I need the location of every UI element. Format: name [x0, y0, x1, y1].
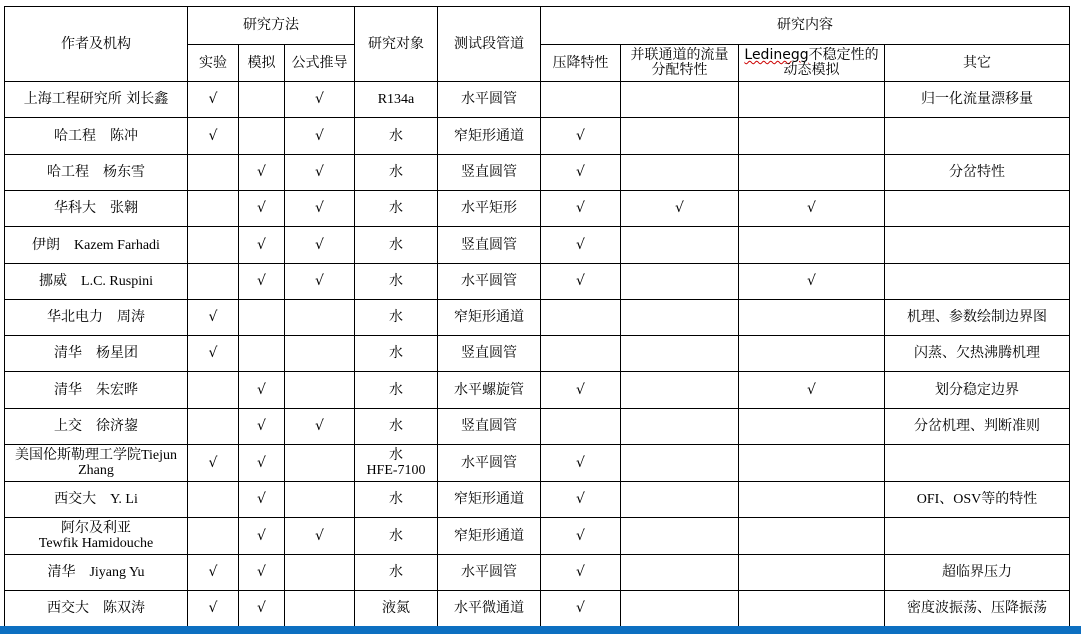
author-cell-line: Zhang	[78, 463, 114, 478]
formula-cell	[285, 591, 355, 627]
ledinegg-cell	[739, 155, 885, 191]
object-cell	[355, 118, 438, 155]
formula-cell: √	[285, 518, 355, 555]
object-cell-line: 水	[389, 273, 403, 289]
table-row	[5, 191, 1070, 227]
author-cell	[5, 82, 188, 118]
ledinegg-cell	[739, 445, 885, 482]
object-cell-line: 水	[389, 527, 403, 544]
pipe-cell: 窄矩形通道	[438, 300, 541, 336]
ledinegg-cell	[739, 300, 885, 336]
header-object: 研究对象	[355, 7, 438, 82]
header-content-flow	[621, 45, 739, 82]
formula-cell	[285, 482, 355, 518]
flow-cell	[621, 445, 739, 482]
dp-cell: √	[541, 591, 621, 627]
formula-cell: √	[285, 191, 355, 227]
header-content-dp-line: 压降特性	[552, 54, 609, 71]
dp-cell: √	[541, 264, 621, 300]
object-cell-line: 水	[389, 309, 403, 325]
table-row	[5, 155, 1070, 191]
dp-cell	[541, 300, 621, 336]
other-cell: 归一化流量漂移量	[885, 82, 1070, 118]
object-cell-line: 水	[389, 418, 403, 434]
flow-cell	[621, 264, 739, 300]
header-content-other: 其它	[885, 45, 1070, 82]
dp-cell: √	[541, 155, 621, 191]
header-method-sim: 模拟	[239, 45, 285, 82]
ledinegg-cell	[739, 409, 885, 445]
table-row	[5, 300, 1070, 336]
header-content: 研究内容	[541, 7, 1070, 45]
flow-cell	[621, 155, 739, 191]
object-cell-line: 水	[389, 345, 403, 361]
sim-cell: √	[239, 445, 285, 482]
pipe-cell: 水平圆管	[438, 445, 541, 482]
table-row	[5, 518, 1070, 555]
author-cell-line: 上交 徐济鋆	[54, 418, 138, 434]
formula-cell: √	[285, 118, 355, 155]
sim-cell: √	[239, 555, 285, 591]
header-content-ledinegg-line1	[739, 48, 884, 63]
dp-cell: √	[541, 191, 621, 227]
object-cell-line: 水	[389, 381, 403, 398]
table-row	[5, 227, 1070, 264]
exp-cell	[188, 482, 239, 518]
author-cell-line: 西交大 Y. Li	[54, 492, 138, 507]
exp-cell	[188, 372, 239, 409]
sim-cell: √	[239, 409, 285, 445]
other-cell: 分岔特性	[885, 155, 1070, 191]
author-cell	[5, 336, 188, 372]
sim-cell: √	[239, 518, 285, 555]
object-cell	[355, 227, 438, 264]
author-cell	[5, 518, 188, 555]
table-row	[5, 82, 1070, 118]
sim-cell: √	[239, 372, 285, 409]
bottom-accent-bar	[0, 626, 1081, 634]
author-cell	[5, 155, 188, 191]
author-cell-line: 华科大 张翱	[54, 200, 138, 216]
object-cell-line: 水	[389, 236, 403, 253]
formula-cell: √	[285, 82, 355, 118]
author-cell-line: 华北电力 周涛	[47, 309, 145, 325]
sim-cell	[239, 300, 285, 336]
author-cell-line: 美国伦斯勒理工学院Tiejun	[14, 448, 178, 463]
object-cell-line: 水	[389, 491, 403, 507]
author-cell-line: 阿尔及利亚	[61, 521, 131, 536]
object-cell	[355, 155, 438, 191]
ledinegg-cell	[739, 591, 885, 627]
pipe-cell: 水平微通道	[438, 591, 541, 627]
pipe-cell: 水平螺旋管	[438, 372, 541, 409]
exp-cell	[188, 227, 239, 264]
author-cell-line: 清华 Jiyang Yu	[47, 565, 145, 580]
object-cell	[355, 409, 438, 445]
object-cell	[355, 372, 438, 409]
pipe-cell: 竖直圆管	[438, 227, 541, 264]
table-row	[5, 482, 1070, 518]
object-cell	[355, 518, 438, 555]
flow-cell	[621, 82, 739, 118]
pipe-cell: 竖直圆管	[438, 155, 541, 191]
flow-cell	[621, 555, 739, 591]
dp-cell	[541, 82, 621, 118]
ledinegg-cell: √	[739, 372, 885, 409]
header-method: 研究方法	[188, 7, 355, 45]
sim-cell: √	[239, 155, 285, 191]
table-row	[5, 445, 1070, 482]
author-cell-line: 上海工程研究所 刘长鑫	[23, 91, 169, 107]
author-cell	[5, 555, 188, 591]
ledinegg-cell	[739, 336, 885, 372]
flow-cell	[621, 118, 739, 155]
author-cell-line: 清华 杨星团	[54, 345, 138, 361]
research-table	[4, 6, 1070, 627]
author-cell	[5, 591, 188, 627]
dp-cell: √	[541, 227, 621, 264]
flow-cell	[621, 591, 739, 627]
flow-cell	[621, 482, 739, 518]
exp-cell	[188, 518, 239, 555]
object-cell	[355, 82, 438, 118]
header-method-formula: 公式推导	[285, 45, 355, 82]
other-cell: OFI、OSV等的特性	[885, 482, 1070, 518]
header-author: 作者及机构	[5, 7, 188, 82]
object-cell-line: 水	[389, 200, 403, 216]
author-cell-line: 哈工程 陈冲	[54, 127, 138, 144]
object-cell	[355, 591, 438, 627]
object-cell	[355, 445, 438, 482]
author-cell-line: 哈工程 杨东雪	[47, 164, 145, 180]
other-cell	[885, 445, 1070, 482]
dp-cell: √	[541, 372, 621, 409]
author-cell	[5, 264, 188, 300]
header-content-dp	[541, 45, 621, 82]
exp-cell: √	[188, 445, 239, 482]
author-cell	[5, 118, 188, 155]
sim-cell: √	[239, 591, 285, 627]
flow-cell	[621, 518, 739, 555]
ledinegg-cell	[739, 82, 885, 118]
dp-cell: √	[541, 118, 621, 155]
other-cell: 分岔机理、判断准则	[885, 409, 1070, 445]
ledinegg-cell	[739, 118, 885, 155]
formula-cell	[285, 372, 355, 409]
author-cell	[5, 445, 188, 482]
author-cell-line: Tewfik Hamidouche	[38, 536, 154, 551]
header-content-ledinegg	[739, 45, 885, 82]
pipe-cell: 窄矩形通道	[438, 118, 541, 155]
other-cell	[885, 118, 1070, 155]
other-cell: 超临界压力	[885, 555, 1070, 591]
exp-cell: √	[188, 82, 239, 118]
table-row	[5, 555, 1070, 591]
formula-cell	[285, 555, 355, 591]
exp-cell: √	[188, 300, 239, 336]
pipe-cell: 竖直圆管	[438, 409, 541, 445]
exp-cell	[188, 409, 239, 445]
pipe-cell: 水平圆管	[438, 555, 541, 591]
ledinegg-cell: √	[739, 264, 885, 300]
author-cell	[5, 372, 188, 409]
table-row	[5, 264, 1070, 300]
formula-cell: √	[285, 264, 355, 300]
flow-cell	[621, 409, 739, 445]
dp-cell: √	[541, 518, 621, 555]
header-method-exp: 实验	[188, 45, 239, 82]
exp-cell: √	[188, 118, 239, 155]
sim-cell	[239, 118, 285, 155]
author-cell	[5, 300, 188, 336]
author-cell-line: 伊朗 Kazem Farhadi	[32, 237, 160, 253]
pipe-cell: 水平圆管	[438, 82, 541, 118]
formula-cell	[285, 336, 355, 372]
object-cell-line: 水	[389, 448, 403, 463]
header-content-flow-line1: 并联通道的流量	[630, 47, 729, 63]
sim-cell: √	[239, 264, 285, 300]
object-cell-line: HFE-7100	[366, 463, 426, 478]
dp-cell: √	[541, 555, 621, 591]
ledinegg-word: Ledinegg	[744, 47, 809, 63]
object-cell	[355, 482, 438, 518]
exp-cell: √	[188, 591, 239, 627]
exp-cell	[188, 191, 239, 227]
author-cell	[5, 482, 188, 518]
formula-cell	[285, 300, 355, 336]
other-cell	[885, 227, 1070, 264]
pipe-cell: 水平圆管	[438, 264, 541, 300]
sim-cell: √	[239, 482, 285, 518]
sim-cell	[239, 82, 285, 118]
author-cell	[5, 409, 188, 445]
pipe-cell: 水平矩形	[438, 191, 541, 227]
table-row	[5, 591, 1070, 627]
other-cell: 密度波振荡、压降振荡	[885, 591, 1070, 627]
dp-cell: √	[541, 445, 621, 482]
other-cell: 划分稳定边界	[885, 372, 1070, 409]
other-cell	[885, 518, 1070, 555]
object-cell	[355, 264, 438, 300]
sim-cell: √	[239, 227, 285, 264]
dp-cell	[541, 409, 621, 445]
formula-cell: √	[285, 227, 355, 264]
other-cell: 机理、参数绘制边界图	[885, 300, 1070, 336]
object-cell	[355, 191, 438, 227]
exp-cell: √	[188, 336, 239, 372]
exp-cell	[188, 155, 239, 191]
ledinegg-rest: 不稳定性的	[808, 47, 879, 63]
ledinegg-cell	[739, 482, 885, 518]
ledinegg-cell: √	[739, 191, 885, 227]
object-cell	[355, 555, 438, 591]
object-cell	[355, 336, 438, 372]
table-row	[5, 409, 1070, 445]
ledinegg-cell	[739, 227, 885, 264]
flow-cell	[621, 227, 739, 264]
object-cell-line: 水	[389, 564, 403, 580]
sim-cell: √	[239, 191, 285, 227]
formula-cell: √	[285, 409, 355, 445]
sim-cell	[239, 336, 285, 372]
flow-cell: √	[621, 191, 739, 227]
flow-cell	[621, 300, 739, 336]
ledinegg-cell	[739, 518, 885, 555]
ledinegg-cell	[739, 555, 885, 591]
object-cell-line: 水	[389, 127, 403, 144]
exp-cell	[188, 264, 239, 300]
header-content-ledinegg-line2: 动态模拟	[783, 62, 840, 78]
object-cell-line: R134a	[377, 92, 415, 107]
other-cell	[885, 191, 1070, 227]
table-row	[5, 336, 1070, 372]
author-cell-line: 西交大 陈双涛	[47, 600, 145, 616]
dp-cell: √	[541, 482, 621, 518]
pipe-cell: 窄矩形通道	[438, 482, 541, 518]
pipe-cell: 竖直圆管	[438, 336, 541, 372]
formula-cell	[285, 445, 355, 482]
other-cell	[885, 264, 1070, 300]
exp-cell: √	[188, 555, 239, 591]
formula-cell: √	[285, 155, 355, 191]
object-cell-line: 液氮	[382, 600, 410, 616]
other-cell: 闪蒸、欠热沸腾机理	[885, 336, 1070, 372]
dp-cell	[541, 336, 621, 372]
author-cell-line: 挪威 L.C. Ruspini	[39, 274, 153, 289]
object-cell-line: 水	[389, 164, 403, 180]
flow-cell	[621, 336, 739, 372]
table-row	[5, 372, 1070, 409]
header-pipe: 测试段管道	[438, 7, 541, 82]
table-row	[5, 118, 1070, 155]
pipe-cell: 窄矩形通道	[438, 518, 541, 555]
author-cell	[5, 191, 188, 227]
flow-cell	[621, 372, 739, 409]
object-cell	[355, 300, 438, 336]
author-cell-line: 清华 朱宏晔	[54, 381, 138, 398]
author-cell	[5, 227, 188, 264]
header-content-flow-line2: 分配特性	[651, 62, 708, 78]
